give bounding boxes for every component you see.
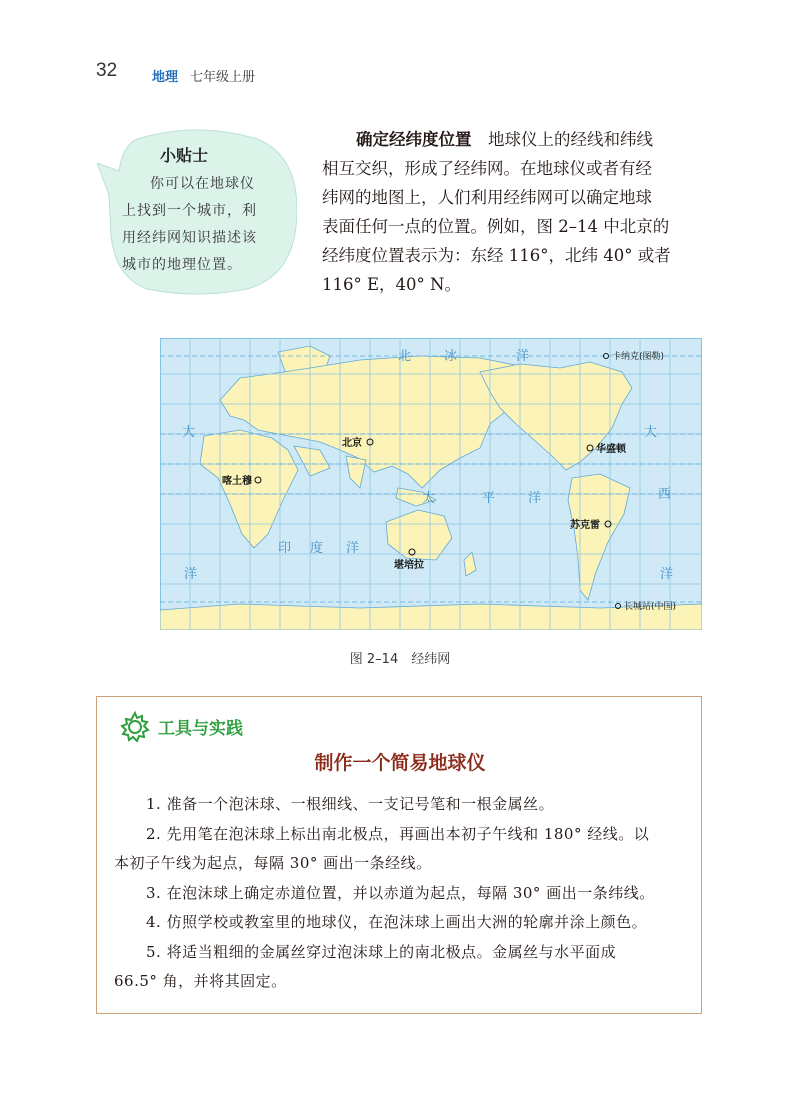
body-line: 纬网的地图上，人们利用经纬网可以确定地球 xyxy=(322,188,652,207)
land-antarctica xyxy=(160,604,702,630)
ocean-char: 洋 xyxy=(660,567,674,582)
tip-line: 你可以在地球仪 xyxy=(150,176,255,192)
body-line: 表面任何一点的位置。例如，图 2–14 中北京的 xyxy=(322,217,670,236)
ocean-char: 平 xyxy=(482,491,496,506)
section-heading: 确定经纬度位置 xyxy=(356,130,472,149)
city-label-kanak: 卡纳克(图勒) xyxy=(612,352,665,362)
ocean-char: 大 xyxy=(644,425,658,440)
step-line: 3. 在泡沫球上确定赤道位置，并以赤道为起点，每隔 30° 画出一条纬线。 xyxy=(146,883,655,902)
step-line: 1. 准备一个泡沫球、一根细线、一支记号笔和一根金属丝。 xyxy=(146,795,555,813)
city-label-canberra: 堪培拉 xyxy=(394,560,424,571)
ocean-char: 洋 xyxy=(346,541,360,556)
figure-caption: 图 2–14 经纬网 xyxy=(349,652,451,667)
city-label-great-wall: 长城站(中国) xyxy=(624,602,677,612)
step-line: 5. 将适当粗细的金属丝穿过泡沫球上的南北极点。金属丝与水平面成 xyxy=(146,942,617,961)
tip-line: 用经纬网知识描述该 xyxy=(122,230,257,246)
gear-icon xyxy=(118,710,152,744)
practice-label: 工具与实践 xyxy=(158,719,243,739)
practice-steps xyxy=(114,790,694,997)
step-line: 2. 先用笔在泡沫球上标出南北极点，再画出本初子午线和 180° 经线。以 xyxy=(146,824,650,843)
tip-line: 城市的地理位置。 xyxy=(122,257,242,273)
subject-label: 地理 xyxy=(152,70,179,85)
step-line: 66.5° 角，并将其固定。 xyxy=(114,972,287,990)
world-map xyxy=(160,338,702,630)
city-label-washington: 华盛顿 xyxy=(596,444,626,455)
ocean-char: 洋 xyxy=(184,567,198,582)
step-line: 4. 仿照学校或教室里的地球仪，在泡沫球上画出大洲的轮廓并涂上颜色。 xyxy=(146,913,648,931)
tip-line: 上找到一个城市，利 xyxy=(122,203,257,219)
body-line-text: 地球仪上的经线和纬线 xyxy=(488,130,653,149)
city-label-sucre: 苏克雷 xyxy=(570,520,600,531)
ocean-char: 洋 xyxy=(516,349,530,364)
body-line: 相互交织，形成了经纬网。在地球仪或者有经 xyxy=(322,159,652,178)
page-number: 32 xyxy=(96,60,118,81)
step-line: 本初子午线为起点，每隔 30° 画出一条经线。 xyxy=(114,854,432,872)
ocean-char: 太 xyxy=(422,491,436,506)
city-label-beijing: 北京 xyxy=(342,438,362,449)
body-line: 经纬度位置表示为：东经 116°，北纬 40° 或者 xyxy=(322,246,671,265)
ocean-char: 洋 xyxy=(528,491,542,506)
ocean-char: 北 xyxy=(398,349,412,364)
ocean-char: 度 xyxy=(310,541,324,556)
practice-title: 制作一个简易地球仪 xyxy=(314,752,486,774)
tip-title: 小贴士 xyxy=(160,146,209,165)
ocean-char: 印 xyxy=(278,541,292,556)
body-paragraph xyxy=(322,125,707,299)
book-label: 七年级上册 xyxy=(190,70,256,85)
body-line: 116° E，40° N。 xyxy=(322,275,461,294)
tip-text xyxy=(122,171,282,279)
ocean-char: 冰 xyxy=(444,349,458,364)
ocean-char: 西 xyxy=(658,487,672,502)
ocean-char: 大 xyxy=(182,425,196,440)
body-line xyxy=(322,125,707,154)
city-label-khartoum: 喀土穆 xyxy=(222,476,252,487)
